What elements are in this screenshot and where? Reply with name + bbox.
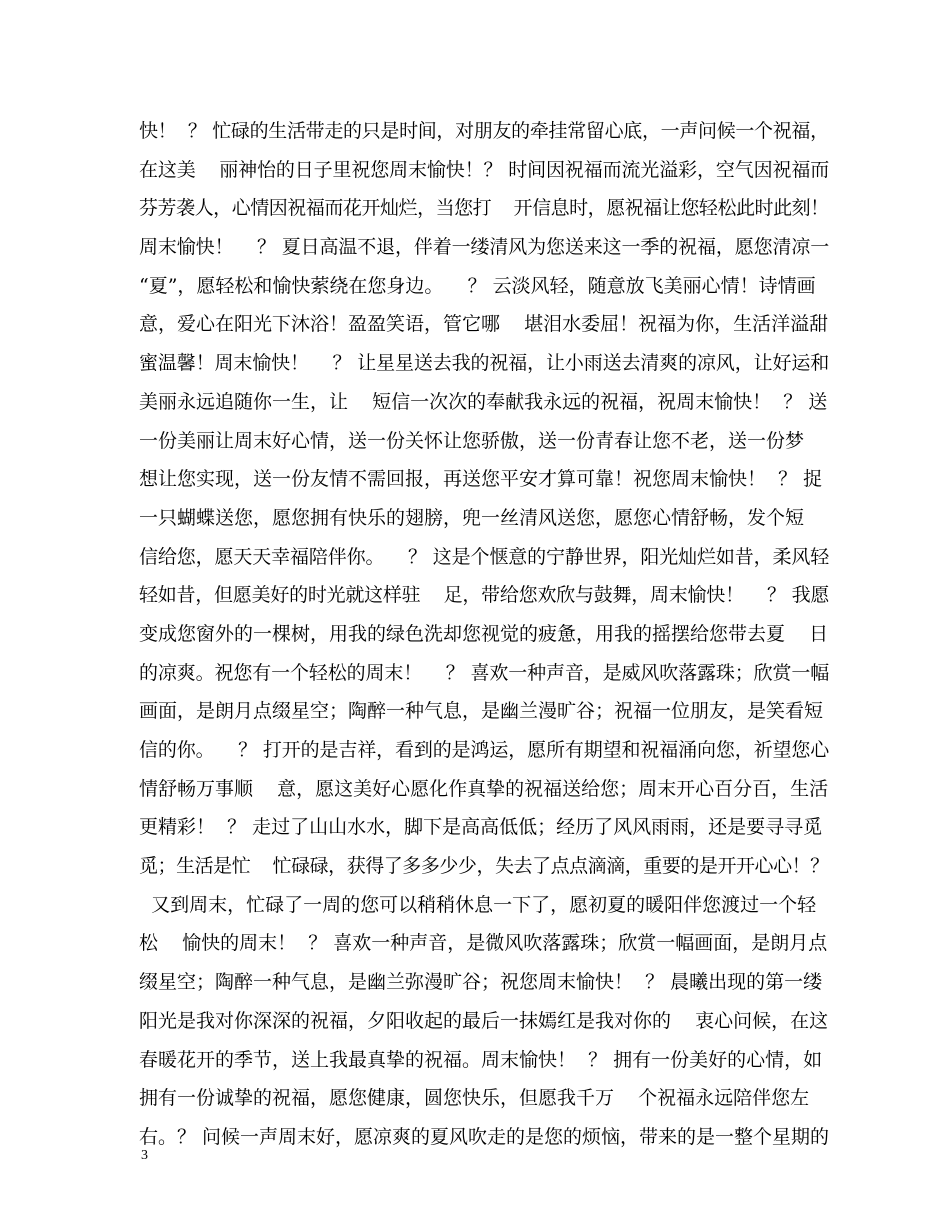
text-line: 意，爱心在阳光下沐浴！盈盈笑语，管它哪 堪泪水委屈！祝福为你，生活洋溢甜 (139, 313, 829, 336)
text-line: 芬芳袭人，心情因祝福而花开灿烂，当您打 开信息时，愿祝福让您轻松此时此刻！ (139, 197, 829, 220)
text-line: 想让您实现，送一份友情不需回报，再送您平安才算可靠！祝您周末愉快！ ？ 捉 (139, 468, 823, 491)
text-line: 画面，是朗月点缀星空；陶醉一种气息，是幽兰漫旷谷；祝福一位朋友，是笑看短 (139, 700, 824, 723)
text-line: 一只蝴蝶送您，愿您拥有快乐的翅膀，兜一丝清风送您，愿您心情舒畅，发个短 (139, 506, 805, 529)
text-line: 又到周末，忙碌了一周的您可以稍稍休息一下了，愿初夏的暖阳伴您渡过一个轻 (139, 893, 817, 916)
text-line: 更精彩！ ？ 走过了山山水水，脚下是高高低低；经历了风风雨雨，还是要寻寻觅 (139, 816, 823, 839)
text-line: 信的你。 ？ 打开的是吉祥，看到的是鸿运，愿所有期望和祝福涌向您，祈望您心 (139, 739, 829, 761)
page-number: 3 (141, 1148, 148, 1163)
text-line: 信给您，愿天天幸福陪伴你。 ？ 这是个惬意的宁静世界，阳光灿烂如昔，柔风轻 (139, 545, 829, 568)
text-line: 拥有一份诚挚的祝福，愿您健康，圆您快乐，但愿我千万 个祝福永远陪伴您左 (139, 1087, 810, 1110)
text-line: 右。？ 问候一声周末好，愿凉爽的夏风吹走的是您的烦恼，带来的是一整个星期的 (139, 1125, 829, 1148)
text-line: 轻如昔，但愿美好的时光就这样驻 足，带给您欢欣与鼓舞，周末愉快！ ？ 我愿 (139, 584, 829, 607)
text-line: 情舒畅万事顺 意，愿这美好心愿化作真挚的祝福送给您；周末开心百分百，生活 (139, 777, 829, 800)
text-line: 一份美丽让周末好心情，送一份关怀让您骄傲，送一份青春让您不老，送一份梦 (139, 429, 805, 452)
text-line: 阳光是我对你深深的祝福，夕阳收起的最后一抹嫣红是我对你的 衷心问候，在这 (139, 1009, 829, 1032)
text-line: 周末愉快！ ？ 夏日高温不退，伴着一缕清风为您送来这一季的祝福，愿您清凉一 (139, 236, 829, 259)
text-line: 觅；生活是忙 忙碌碌，获得了多多少少，失去了点点滴滴，重要的是开开心心！？ (139, 855, 829, 878)
text-line: 美丽永远追随你一生，让 短信一次次的奉献我永远的祝福，祝周末愉快！ ？ 送 (139, 390, 828, 413)
text-line: 的凉爽。祝您有一个轻松的周末！ ？ 喜欢一种声音，是威风吹落露珠；欣赏一幅 (139, 661, 829, 684)
body-text (139, 112, 829, 1157)
text-line: 变成您窗外的一棵树，用我的绿色洗却您视觉的疲惫，用我的摇摆给您带去夏 日 (139, 622, 829, 645)
text-line: 缀星空；陶醉一种气息，是幽兰弥漫旷谷；祝您周末愉快！ ？ 晨曦出现的第一缕 (139, 971, 823, 994)
text-line: 春暖花开的季节，送上我最真挚的祝福。周末愉快！ ？ 拥有一份美好的心情，如 (139, 1048, 823, 1071)
text-line: 蜜温馨！周末愉快！ ？ 让星星送去我的祝福，让小雨送去清爽的凉风，让好运和 (139, 352, 829, 375)
text-line: 在这美 丽神怡的日子里祝您周末愉快！？ 时间因祝福而流光溢彩，空气因祝福而 (139, 158, 829, 181)
text-line: “夏”，愿轻松和愉快萦绕在您身边。 ？ 云淡风轻，随意放飞美丽心情！诗情画 (139, 274, 816, 297)
text-line: 快！ ？ 忙碌的生活带走的只是时间，对朋友的牵挂常留心底，一声问候一个祝福， (139, 120, 829, 142)
text-line: 松 愉快的周末！ ？ 喜欢一种声音，是微风吹落露珠；欣赏一幅画面，是朗月点 (139, 932, 828, 955)
